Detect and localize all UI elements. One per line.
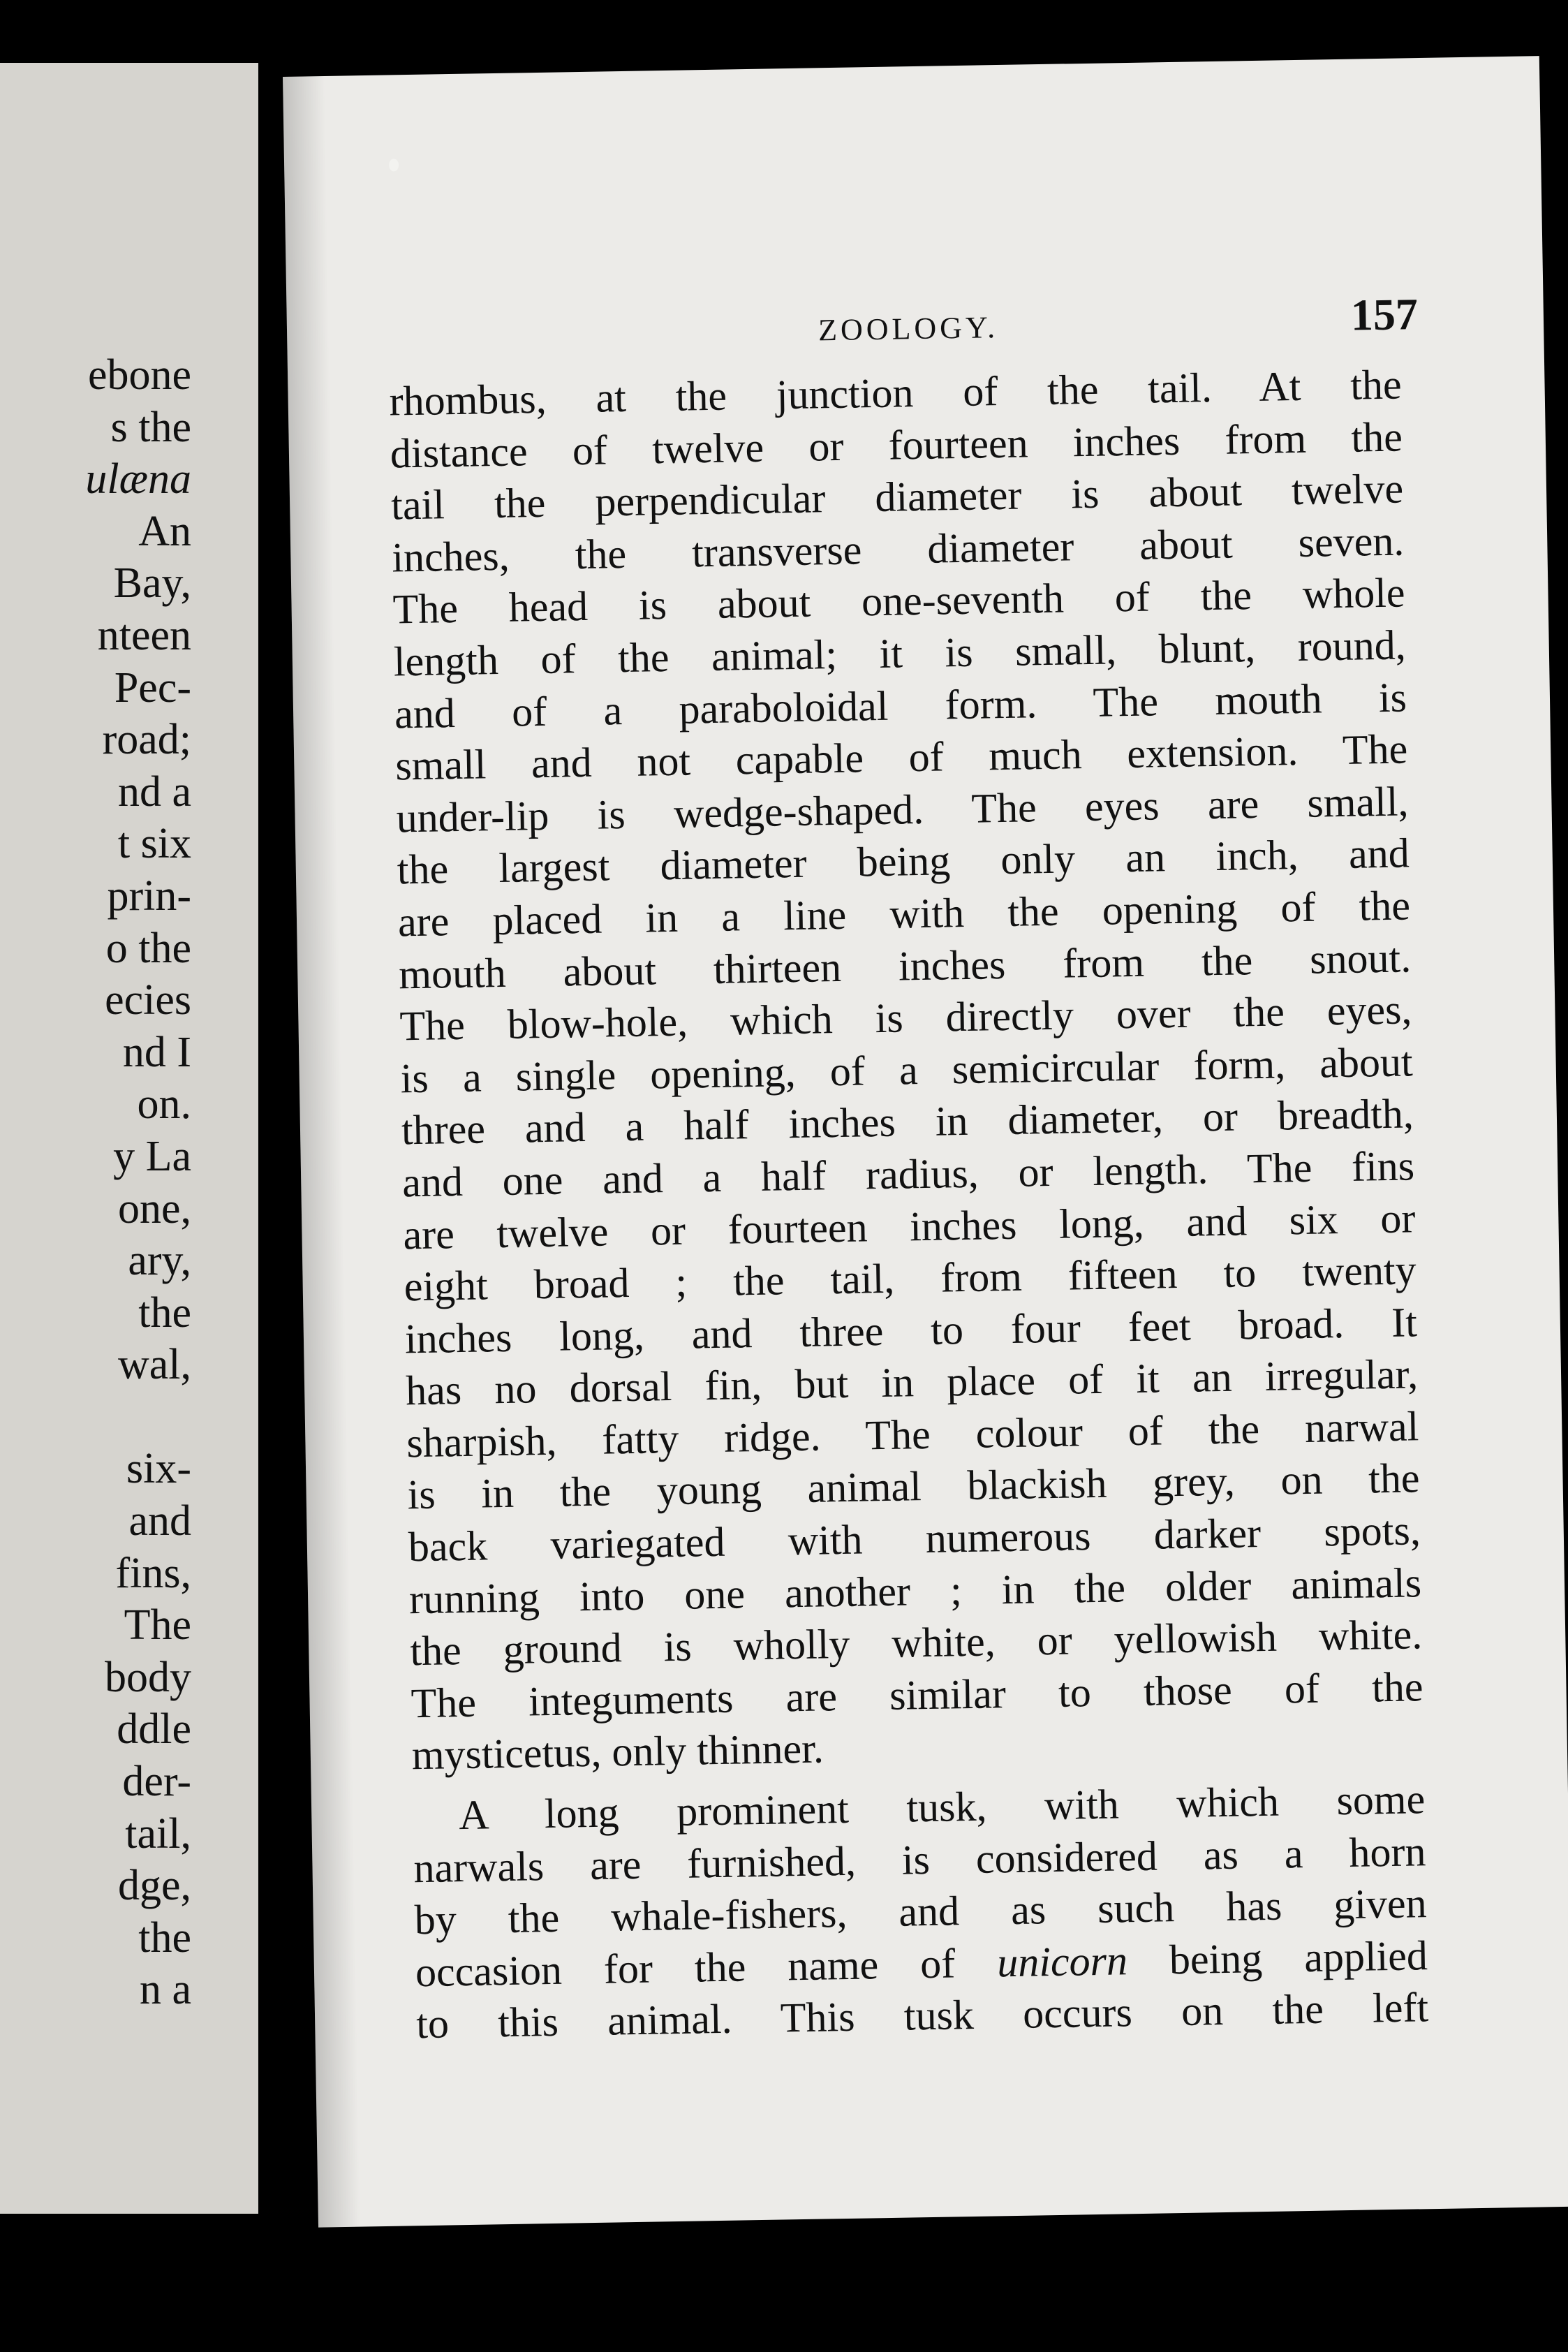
text-line: are twelve or fourteen inches long, and six or [402,1194,1416,1258]
italic-term-unicorn: unicorn [996,1937,1128,1986]
text-line: small and not capable of much extension. The [394,726,1408,789]
text-line: back variegated with numerous darker spots, [408,1507,1421,1571]
text-line: the largest diameter being only an inch, and [397,830,1410,893]
left-line: Pec- [114,663,191,712]
text-line: and one and a half radius, or length. The fins [401,1142,1415,1206]
text-line: The head is about one-seventh of the whole [392,569,1406,633]
paper-speck [389,159,399,171]
text-line: are placed in a line with the opening of the [397,882,1411,946]
left-line: ddle [117,1705,191,1754]
left-line: wal, [117,1341,191,1389]
page-number: 157 [1350,289,1419,340]
text-line: sharpish, fatty ridge. The colour of the narwal [406,1403,1419,1467]
left-line: and [128,1497,191,1545]
text-line: inches, the transverse diameter about seven. [391,517,1405,581]
left-line: road; [102,716,191,764]
left-line: der- [122,1758,191,1806]
text-line: under-lip is wedge-shaped. The eyes are small, [396,778,1409,841]
text-line: eight broad ; the tail, from fifteen to twenty [404,1247,1417,1310]
text-line: A long prominent tusk, with which some [458,1776,1426,1839]
left-line: fins, [115,1549,191,1597]
text-line: is a single opening, of a semicircular form, about [400,1038,1414,1102]
text-line: and of a paraboloidal form. The mouth is [394,673,1407,737]
left-line: nteen [97,611,191,659]
left-line: s the [110,403,191,451]
text-line: has no dorsal fin, but in place of it an irregular, [405,1351,1419,1414]
text-line: rhombus, at the junction of the tail. At the [389,361,1403,425]
running-head [398,288,1418,361]
text-run: occasion for the name of [415,1939,998,1996]
text-run: being applied [1127,1932,1428,1984]
text-line: to this animal. This tusk occurs on the left [415,1984,1429,2048]
left-line: n a [139,1966,191,2014]
left-line: tail, [125,1809,191,1858]
text-line: tail the perpendicular diameter is about twelve [390,465,1404,529]
left-page-edge [0,63,258,2214]
left-line: prin- [107,872,191,920]
left-line: the [138,1288,191,1337]
left-blank-line [0,1391,191,1443]
text-line: inches long, and three to four feet broad. It [404,1298,1418,1362]
text-line: running into one another ; in the older animals [408,1559,1422,1622]
book-gutter [258,63,286,2214]
left-line: nd I [122,1028,191,1076]
left-page-text [0,349,191,2016]
left-line: one, [117,1184,191,1233]
left-line: ary, [128,1237,191,1285]
left-line: Bay, [113,559,191,608]
gutter-shadow [283,76,360,2228]
text-line: is in the young animal blackish grey, on the [407,1455,1421,1518]
left-line: ulæna [85,455,191,504]
text-line: three and a half inches in diameter, or breadth, [401,1090,1414,1154]
running-title: ZOOLOGY. [818,310,999,348]
left-line: the [138,1913,191,1962]
left-line: on. [137,1080,191,1129]
text-line: The blow-hole, which is directly over the eyes, [399,986,1412,1050]
left-line: o the [105,924,191,972]
text-line: by the whale-fishers, and as such has given [414,1880,1428,1943]
left-line: An [138,507,191,555]
right-page [283,56,1568,2227]
body-text [389,358,1429,2050]
text-line: distance of twelve or fourteen inches from the [390,413,1403,477]
text-line: mouth about thirteen inches from the snout. [398,934,1412,997]
left-line: y La [113,1132,191,1180]
text-line: narwals are furnished, is considered as a horn [413,1828,1426,1891]
text-line: The integuments are similar to those of the [411,1663,1423,1727]
left-line: ebone [87,351,191,399]
left-line: six- [126,1445,191,1493]
text-line: mysticetus, only thinner. [411,1725,824,1779]
left-line: The [124,1601,191,1649]
left-line: dge, [117,1862,191,1910]
left-line: ecies [105,976,191,1024]
left-line: body [105,1653,191,1701]
text-line: the ground is wholly white, or yellowish white. [409,1611,1423,1675]
left-line: nd a [117,767,191,816]
left-line: t six [117,820,191,868]
text-line: length of the animal; it is small, blunt, round, [393,622,1407,685]
